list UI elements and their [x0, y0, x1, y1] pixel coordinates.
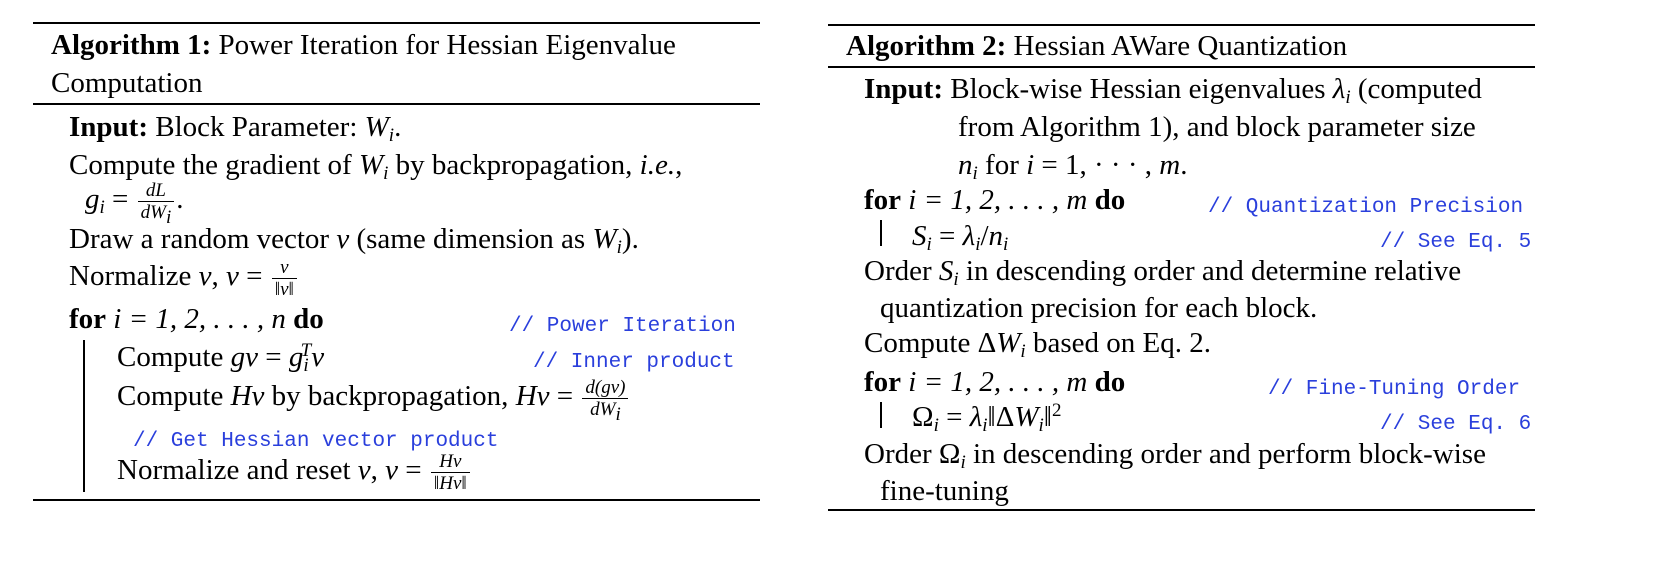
comment-fine-tuning-order: // Fine-Tuning Order [1268, 378, 1521, 401]
math-wi: $W_i$ [364, 111, 395, 146]
step-random-vector: Draw a random vector v (same dimension as $W_i$). [69, 223, 639, 258]
step-gradient-eq: $g_i$ = $\frac{dL}{dW_i}$ . [85, 180, 184, 228]
loop-hessian-vector: Compute Hv by backpropagation, Hv = $\frac{d(gv)}{dW_i}$ [117, 377, 630, 420]
loop-inner-product: Compute gv = $g_i^Tv$ [117, 340, 325, 376]
step-order-omega: Order $\Omega_i$ in descending order and perform block-wise [864, 438, 1486, 473]
comment-hessian-vector-product: // Get Hessian vector product [133, 430, 499, 453]
header-rule [33, 103, 760, 105]
algorithm-2 [828, 24, 1535, 516]
input-label: Input: [69, 111, 148, 143]
algorithm-title-cont: Computation [51, 67, 203, 99]
input-line-1: Input: Block-wise Hessian eigenvalues $\lambda_i$ (computed [864, 73, 1482, 108]
top-rule [828, 24, 1535, 26]
algorithm-title: Hessian AWare Quantization [1013, 30, 1348, 62]
top-rule [33, 22, 760, 24]
comment-power-iteration: // Power Iteration [509, 315, 736, 338]
algorithm-2-header [846, 27, 1525, 65]
for-loop-line: for i = 1, 2, . . . , n do [69, 303, 324, 335]
bottom-rule [33, 499, 760, 501]
comment-quantization-precision: // Quantization Precision [1208, 196, 1524, 219]
step-order-omega-cont: fine-tuning [880, 475, 1009, 507]
input-line-3: $n_i$ for i = 1, · · · , m. [958, 149, 1188, 184]
comment-inner-product: // Inner product [533, 351, 735, 374]
input-text: Block Parameter: [155, 111, 358, 143]
loop-si: $S_i = \lambda_i/n_i$ [912, 220, 1009, 255]
comment-see-eq6: // See Eq. 6 [1380, 413, 1532, 436]
loop-omega: $\Omega_i$ = $\lambda_i‖\Delta W_i‖^2$ [912, 400, 1062, 436]
loop-bar-2 [880, 402, 882, 428]
algorithm-label: Algorithm 2: [846, 30, 1007, 62]
step-normalize: Normalize v, v = $\frac{v}{‖v‖}$ [69, 257, 299, 300]
step-order-si-cont: quantization precision for each block. [880, 292, 1318, 324]
algorithm-1 [33, 22, 760, 504]
loop-normalize-reset: Normalize and reset v, v = $\frac{Hv}{‖Hv‖}$ [117, 451, 472, 494]
input-line: Input: Block Parameter: $W_i$. [69, 111, 402, 146]
algorithm-label: Algorithm 1: [51, 29, 212, 61]
input-line-2: from Algorithm 1), and block parameter size [958, 111, 1476, 143]
bottom-rule [828, 509, 1535, 511]
algorithm-1-header [51, 26, 750, 102]
algorithm-title: Power Iteration for Hessian Eigenvalue [218, 29, 676, 61]
for-loop-1: for i = 1, 2, . . . , m do [864, 184, 1126, 216]
comment-see-eq5: // See Eq. 5 [1380, 231, 1532, 254]
header-rule [828, 66, 1535, 68]
loop-bar-1 [880, 220, 882, 246]
step-gradient: Compute the gradient of $W_i$ by backpropagation, i.e., [69, 149, 683, 184]
step-order-si: Order $S_i$ in descending order and determine relative [864, 255, 1462, 290]
step-compute-dw: Compute $\Delta W_i$ based on Eq. 2. [864, 327, 1211, 362]
for-loop-2: for i = 1, 2, . . . , m do [864, 366, 1126, 398]
loop-bar [83, 340, 85, 492]
